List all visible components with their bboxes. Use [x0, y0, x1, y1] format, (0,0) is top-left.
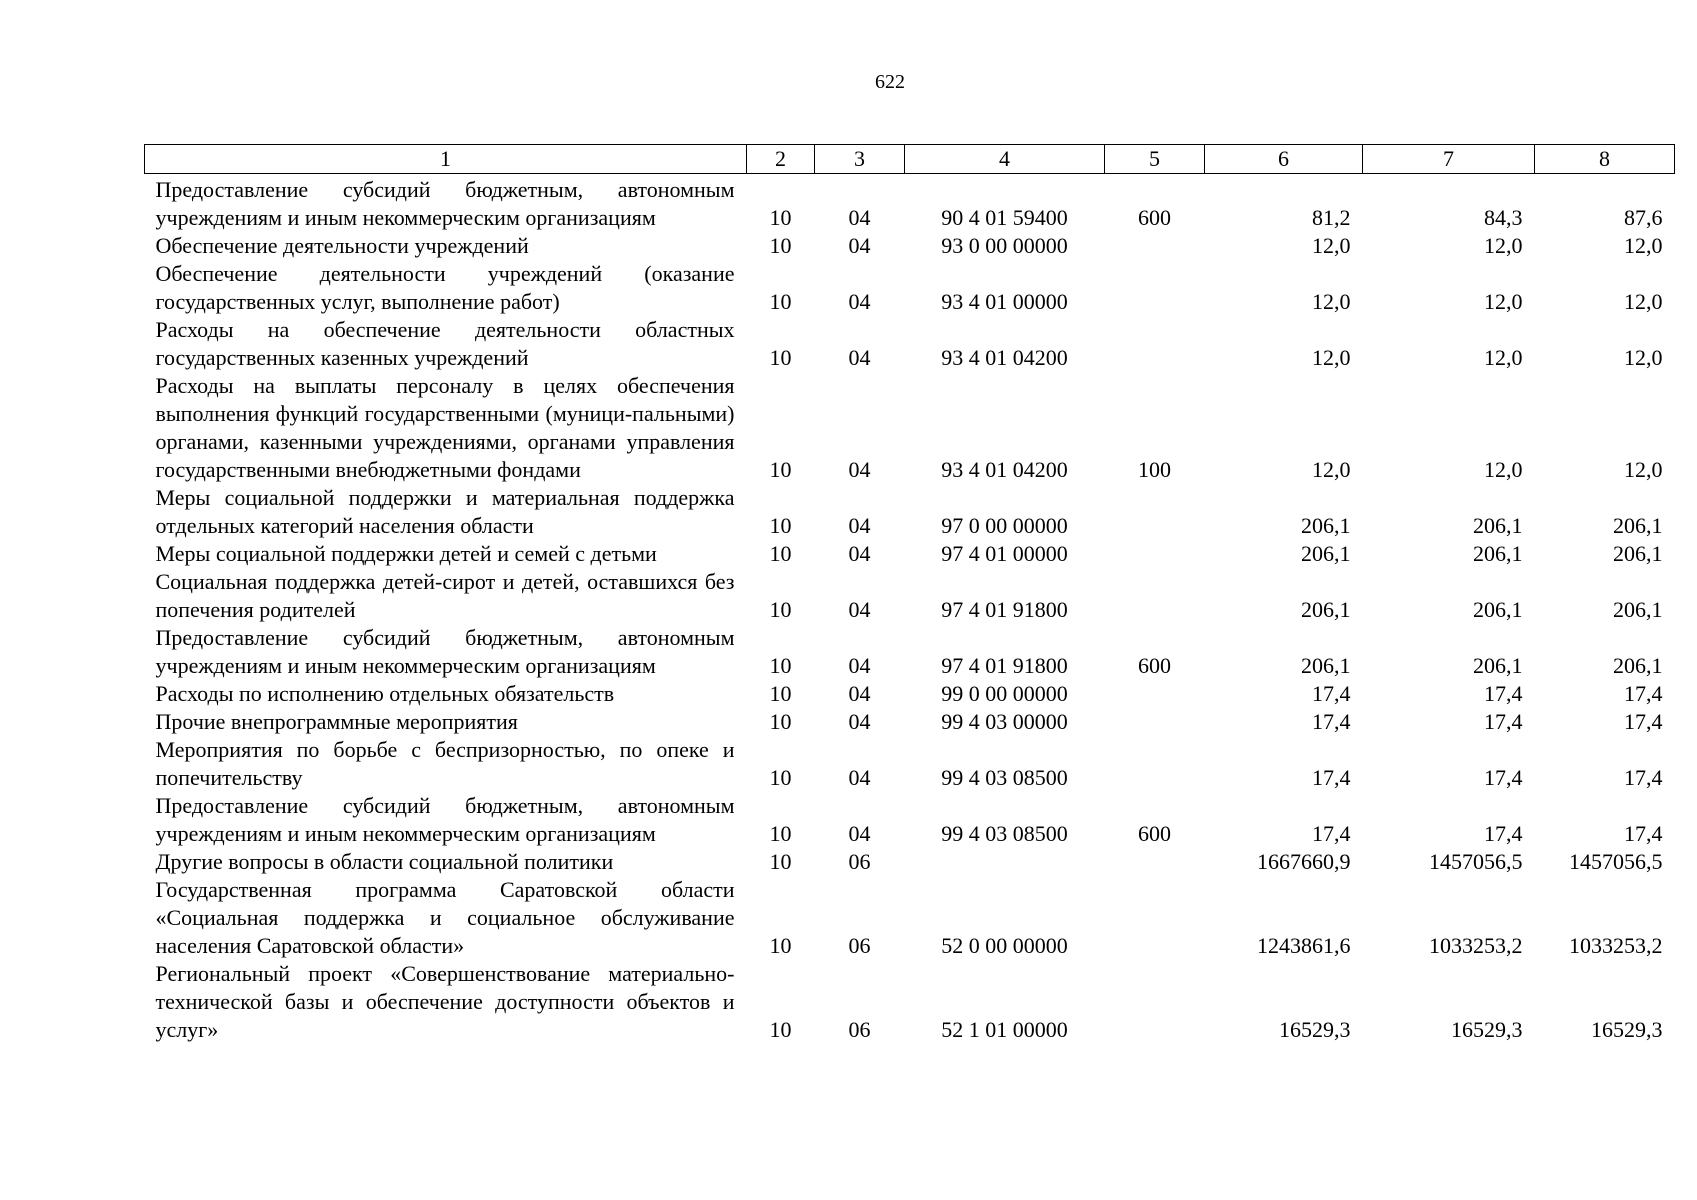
row-section: 10	[769, 233, 792, 258]
row-subsection: 04	[848, 653, 871, 678]
row-name: Региональный проект «Совершенствование материально-технической базы и обеспечение доступности объектов и услуг»	[155, 961, 735, 1042]
row-amount-col-6: 12,0	[1312, 457, 1351, 482]
row-target-article: 99 4 03 00000	[941, 709, 1068, 734]
row-subsection: 04	[848, 821, 871, 846]
row-target-article: 90 4 01 59400	[941, 205, 1068, 230]
row-amount-col-6: 12,0	[1312, 233, 1351, 258]
table-row	[145, 372, 1675, 484]
table-row	[145, 568, 1675, 624]
row-section: 10	[769, 457, 792, 482]
row-amount-col-7: 12,0	[1484, 457, 1523, 482]
row-subsection: 04	[848, 233, 871, 258]
row-section: 10	[769, 1017, 792, 1042]
row-subsection: 04	[848, 457, 871, 482]
row-expense-type	[1105, 960, 1205, 1044]
row-amount-col-8: 206,1	[1613, 653, 1663, 678]
row-amount-col-8: 206,1	[1613, 541, 1663, 566]
row-target-article: 99 4 03 08500	[941, 821, 1068, 846]
row-amount-col-6: 81,2	[1312, 205, 1351, 230]
table-row	[145, 792, 1675, 848]
row-name: Обеспечение деятельности учреждений	[155, 233, 529, 258]
table-row	[145, 960, 1675, 1044]
row-subsection: 04	[848, 513, 871, 538]
row-target-article: 97 4 01 91800	[941, 597, 1068, 622]
table-body	[145, 174, 1675, 1045]
row-target-article	[905, 848, 1105, 876]
row-name: Расходы на обеспечение деятельности областных государственных казенных учреждений	[155, 317, 735, 370]
row-amount-col-8: 17,4	[1624, 681, 1663, 706]
row-amount-col-7: 16529,3	[1451, 1017, 1523, 1042]
row-amount-col-7: 206,1	[1473, 513, 1523, 538]
header-col-5: 5	[1105, 145, 1205, 174]
row-amount-col-8: 12,0	[1624, 457, 1663, 482]
row-name: Расходы по исполнению отдельных обязательств	[155, 681, 615, 706]
row-amount-col-6: 206,1	[1301, 541, 1351, 566]
row-target-article: 99 4 03 08500	[941, 765, 1068, 790]
row-amount-col-7: 17,4	[1484, 709, 1523, 734]
row-amount-col-7: 1033253,2	[1429, 933, 1523, 958]
row-expense-type: 600	[1138, 821, 1171, 846]
row-amount-col-8: 17,4	[1624, 821, 1663, 846]
table-row	[145, 540, 1675, 568]
row-expense-type	[1105, 232, 1205, 260]
table-row	[145, 708, 1675, 736]
row-expense-type: 100	[1138, 457, 1171, 482]
row-subsection: 04	[848, 681, 871, 706]
row-subsection: 04	[848, 345, 871, 370]
row-amount-col-8: 12,0	[1624, 345, 1663, 370]
row-amount-col-8: 87,6	[1624, 205, 1663, 230]
row-expense-type	[1105, 708, 1205, 736]
row-amount-col-8: 17,4	[1624, 709, 1663, 734]
row-subsection: 04	[848, 205, 871, 230]
row-section: 10	[769, 709, 792, 734]
row-amount-col-6: 206,1	[1301, 653, 1351, 678]
table-row	[145, 484, 1675, 540]
row-amount-col-7: 206,1	[1473, 541, 1523, 566]
row-subsection: 06	[848, 1017, 871, 1042]
row-section: 10	[769, 289, 792, 314]
row-name: Предоставление субсидий бюджетным, автономным учреждениям и иным некоммерческим организациям	[155, 177, 735, 230]
row-amount-col-8: 206,1	[1613, 513, 1663, 538]
row-amount-col-7: 84,3	[1484, 205, 1523, 230]
row-amount-col-8: 16529,3	[1591, 1017, 1663, 1042]
row-amount-col-7: 12,0	[1484, 289, 1523, 314]
row-amount-col-6: 206,1	[1301, 513, 1351, 538]
row-target-article: 93 4 01 04200	[941, 457, 1068, 482]
table-header	[145, 145, 1675, 174]
row-amount-col-6: 17,4	[1312, 821, 1351, 846]
row-amount-col-8: 206,1	[1613, 597, 1663, 622]
row-section: 10	[769, 597, 792, 622]
row-amount-col-6: 12,0	[1312, 345, 1351, 370]
row-amount-col-6: 1667660,9	[1257, 849, 1351, 874]
table-row	[145, 316, 1675, 372]
row-target-article: 93 4 01 04200	[941, 345, 1068, 370]
row-amount-col-7: 17,4	[1484, 681, 1523, 706]
row-amount-col-7: 17,4	[1484, 765, 1523, 790]
row-target-article: 93 4 01 00000	[941, 289, 1068, 314]
row-section: 10	[769, 541, 792, 566]
row-target-article: 99 0 00 00000	[941, 681, 1068, 706]
row-amount-col-7: 1457056,5	[1429, 849, 1523, 874]
row-amount-col-7: 206,1	[1473, 597, 1523, 622]
table-row	[145, 624, 1675, 680]
row-target-article: 52 1 01 00000	[941, 1017, 1068, 1042]
row-amount-col-7: 17,4	[1484, 821, 1523, 846]
row-target-article: 97 4 01 91800	[941, 653, 1068, 678]
row-amount-col-7: 12,0	[1484, 233, 1523, 258]
row-subsection: 06	[848, 849, 871, 874]
row-expense-type	[1105, 680, 1205, 708]
row-section: 10	[769, 849, 792, 874]
row-name: Мероприятия по борьбе с беспризорностью, по опеке и попечительству	[155, 737, 735, 790]
table-row	[145, 174, 1675, 233]
row-amount-col-6: 17,4	[1312, 681, 1351, 706]
row-amount-col-6: 206,1	[1301, 597, 1351, 622]
row-name: Прочие внепрограммные мероприятия	[155, 709, 518, 734]
row-name: Обеспечение деятельности учреждений (оказание государственных услуг, выполнение работ)	[155, 261, 735, 314]
row-name: Меры социальной поддержки детей и семей с детьми	[155, 541, 657, 566]
row-amount-col-6: 17,4	[1312, 709, 1351, 734]
row-name: Предоставление субсидий бюджетным, автономным учреждениям и иным некоммерческим организациям	[155, 625, 735, 678]
row-amount-col-7: 206,1	[1473, 653, 1523, 678]
row-amount-col-7: 12,0	[1484, 345, 1523, 370]
row-expense-type	[1105, 848, 1205, 876]
row-subsection: 06	[848, 933, 871, 958]
table-row	[145, 260, 1675, 316]
row-amount-col-6: 12,0	[1312, 289, 1351, 314]
header-col-2: 2	[747, 145, 815, 174]
row-expense-type	[1105, 568, 1205, 624]
row-expense-type	[1105, 736, 1205, 792]
row-amount-col-8: 1033253,2	[1569, 933, 1663, 958]
row-section: 10	[769, 345, 792, 370]
row-expense-type	[1105, 540, 1205, 568]
table-row	[145, 736, 1675, 792]
row-name: Меры социальной поддержки и материальная поддержка отдельных категорий населения области	[155, 485, 735, 538]
row-expense-type	[1105, 876, 1205, 960]
row-section: 10	[769, 653, 792, 678]
row-target-article: 93 0 00 00000	[941, 233, 1068, 258]
row-amount-col-6: 17,4	[1312, 765, 1351, 790]
table-row	[145, 680, 1675, 708]
row-name: Социальная поддержка детей-сирот и детей, оставшихся без попечения родителей	[155, 569, 735, 622]
row-target-article: 52 0 00 00000	[941, 933, 1068, 958]
table-row	[145, 848, 1675, 876]
row-section: 10	[769, 681, 792, 706]
row-target-article: 97 4 01 00000	[941, 541, 1068, 566]
row-subsection: 04	[848, 289, 871, 314]
row-name: Другие вопросы в области социальной политики	[155, 849, 614, 874]
row-subsection: 04	[848, 765, 871, 790]
header-row	[145, 145, 1675, 174]
header-col-8: 8	[1535, 145, 1675, 174]
table-row	[145, 876, 1675, 960]
row-target-article: 97 0 00 00000	[941, 513, 1068, 538]
budget-table	[144, 144, 1675, 1044]
header-col-3: 3	[815, 145, 905, 174]
row-amount-col-8: 1457056,5	[1569, 849, 1663, 874]
row-expense-type	[1105, 484, 1205, 540]
table-row	[145, 232, 1675, 260]
row-name: Расходы на выплаты персоналу в целях обеспечения выполнения функций государственными (муници-пальными) органами, казенными учреждениями, органами управления государственными внебюджетными фондами	[155, 373, 735, 482]
header-col-6: 6	[1205, 145, 1363, 174]
row-section: 10	[769, 765, 792, 790]
header-col-1: 1	[145, 145, 747, 174]
row-subsection: 04	[848, 541, 871, 566]
row-amount-col-8: 17,4	[1624, 765, 1663, 790]
row-expense-type	[1105, 260, 1205, 316]
row-section: 10	[769, 821, 792, 846]
row-amount-col-6: 1243861,6	[1257, 933, 1351, 958]
page-number: 622	[875, 71, 905, 93]
row-expense-type: 600	[1138, 653, 1171, 678]
row-section: 10	[769, 513, 792, 538]
row-expense-type: 600	[1138, 205, 1171, 230]
row-subsection: 04	[848, 709, 871, 734]
row-amount-col-8: 12,0	[1624, 233, 1663, 258]
row-subsection: 04	[848, 597, 871, 622]
row-expense-type	[1105, 316, 1205, 372]
header-col-7: 7	[1363, 145, 1535, 174]
header-col-4: 4	[905, 145, 1105, 174]
row-amount-col-6: 16529,3	[1279, 1017, 1351, 1042]
row-section: 10	[769, 933, 792, 958]
row-section: 10	[769, 205, 792, 230]
row-amount-col-8: 12,0	[1624, 289, 1663, 314]
row-name: Государственная программа Саратовской области «Социальная поддержка и социальное обслуживание населения Саратовской области»	[155, 877, 735, 958]
row-name: Предоставление субсидий бюджетным, автономным учреждениям и иным некоммерческим организациям	[155, 793, 735, 846]
